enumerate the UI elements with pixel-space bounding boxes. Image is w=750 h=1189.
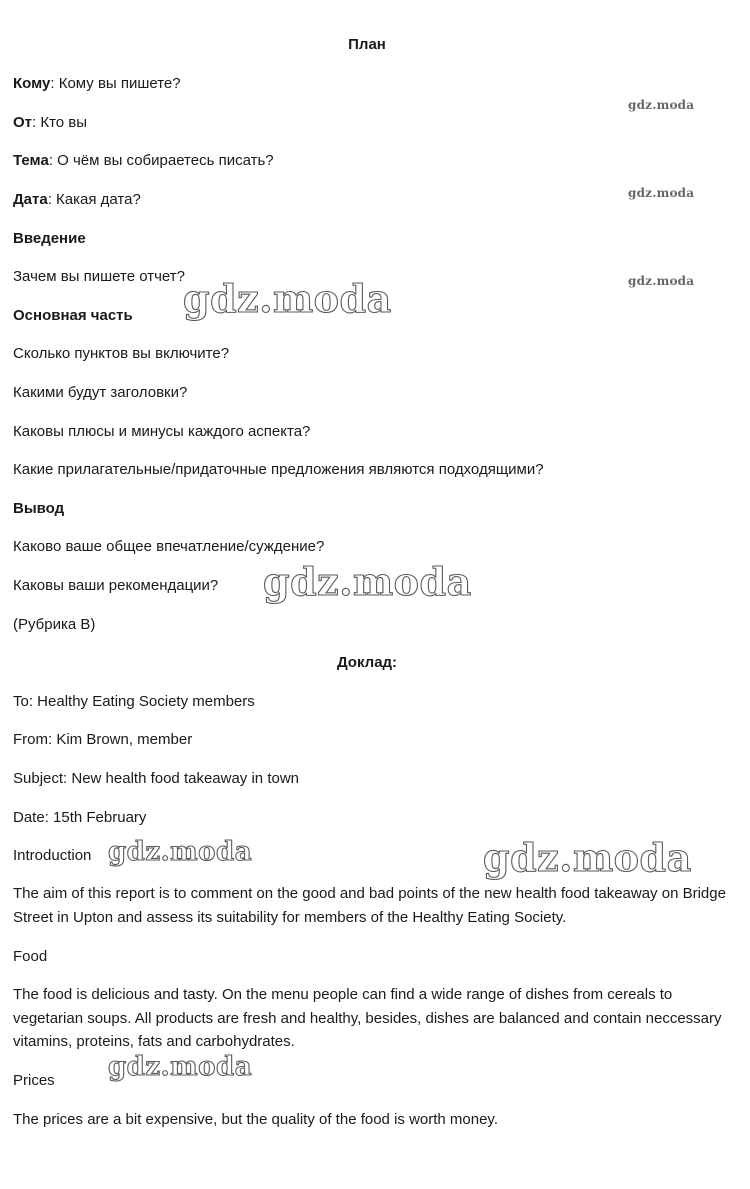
watermark: gdz.moda	[628, 98, 695, 112]
watermark: gdz.moda	[108, 1052, 253, 1082]
plan-from-line	[13, 113, 87, 133]
report-prices-text: The prices are a bit expensive, but the quality of the food is worth money.	[13, 1111, 498, 1128]
plan-from-label: От	[13, 114, 33, 131]
plan-conclusion-question-2: Каковы ваши рекомендации?	[13, 577, 219, 594]
report-from: From: Kim Brown, member	[13, 731, 193, 748]
report-title: Доклад:	[336, 654, 398, 671]
watermark: gdz.moda	[263, 559, 472, 604]
plan-date-line	[13, 190, 141, 210]
plan-title: План	[348, 36, 386, 53]
plan-main-question-3: Каковы плюсы и минусы каждого аспекта?	[13, 423, 311, 440]
watermark: gdz.moda	[183, 276, 392, 321]
report-intro-heading: Introduction	[13, 847, 92, 864]
plan-main-question-1: Сколько пунктов вы включите?	[13, 345, 230, 362]
plan-date-value: : Какая дата?	[47, 191, 141, 208]
report-prices-heading: Prices	[13, 1072, 55, 1089]
plan-subject-label: Тема	[13, 152, 49, 169]
plan-from-value: : Кто вы	[32, 114, 88, 131]
plan-to-label: Кому	[13, 75, 51, 92]
report-intro-text: The aim of this report is to comment on the good and bad points of the new health food takeaway on Bridge Street in Upton and assess its suitability for members of the Healthy Eating Society.	[13, 885, 726, 926]
plan-intro-question: Зачем вы пишете отчет?	[13, 268, 185, 285]
plan-conclusion-heading: Вывод	[13, 500, 65, 517]
report-date: Date: 15th February	[13, 809, 147, 826]
report-to: To: Healthy Eating Society members	[13, 693, 255, 710]
plan-subject-line	[13, 151, 274, 171]
plan-main-heading: Основная часть	[13, 307, 133, 324]
report-food-heading: Food	[13, 948, 48, 965]
plan-intro-heading: Введение	[13, 230, 86, 247]
report-subject: Subject: New health food takeaway in town	[13, 770, 300, 787]
plan-conclusion-question-1: Каково ваше общее впечатление/суждение?	[13, 538, 325, 555]
plan-main-question-2: Какими будут заголовки?	[13, 384, 188, 401]
report-food-text: The food is delicious and tasty. On the menu people can find a wide range of dishes from cereals to vegetarian soups. All products are fresh and healthy, besides, dishes are balanced and contain neccessary vitamins, proteins, fats and carbohydrates.	[13, 986, 722, 1050]
watermark: gdz.moda	[628, 274, 695, 288]
plan-rubric: (Рубрика B)	[13, 616, 96, 633]
plan-subject-value: : О чём вы собираетесь писать?	[48, 152, 274, 169]
plan-date-label: Дата	[13, 191, 48, 208]
watermark: gdz.moda	[628, 186, 695, 200]
plan-to-value: : Кому вы пишете?	[50, 75, 181, 92]
plan-to-line	[13, 74, 181, 94]
plan-main-question-4: Какие прилагательные/придаточные предложения являются подходящими?	[13, 461, 544, 478]
watermark: gdz.moda	[108, 837, 253, 867]
watermark: gdz.moda	[483, 835, 692, 880]
